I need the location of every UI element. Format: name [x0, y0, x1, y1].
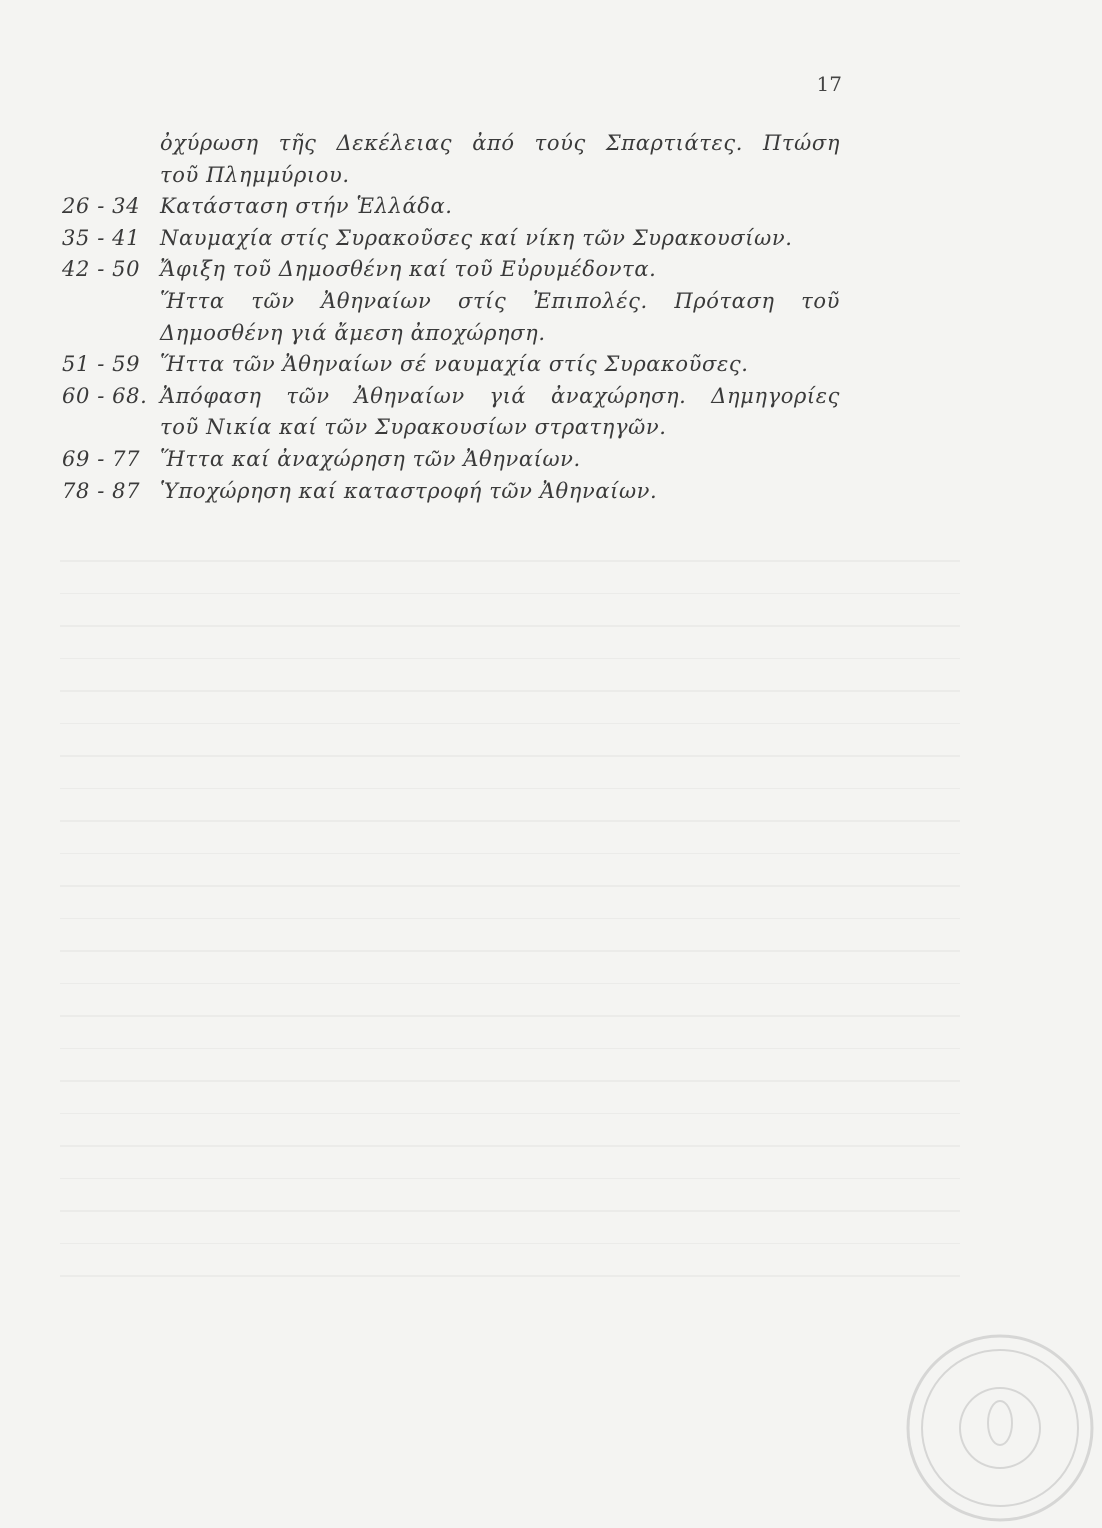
toc-line	[62, 128, 862, 160]
toc-line	[62, 160, 862, 192]
reverse-side-bleed-through	[60, 560, 960, 1320]
library-stamp-icon	[900, 1328, 1100, 1528]
toc-text: Κατάσταση στήν Ἑλλάδα.	[160, 194, 453, 219]
toc-text: Ἄφιξη τοῦ Δημοσθένη καί τοῦ Εὐρυμέδοντα.	[160, 257, 657, 282]
toc-range: 35 - 41	[62, 225, 141, 250]
toc-text: Ὑποχώρηση καί καταστροφή τῶν Ἀθηναίων.	[160, 478, 658, 503]
toc-range: 42 - 50	[62, 257, 141, 282]
toc-line	[62, 254, 862, 286]
toc-text: Ἥττα τῶν Ἀθηναίων στίς Ἐπιπολές. Πρόταση τοῦ	[160, 288, 840, 313]
toc-line	[62, 476, 862, 508]
toc-line	[62, 444, 862, 476]
toc-text: Δημοσθένη γιά ἄμεση ἀποχώρηση.	[160, 320, 546, 345]
toc-line	[62, 223, 862, 255]
toc-text: Ἥττα τῶν Ἀθηναίων σέ ναυμαχία στίς Συρακοῦσες.	[160, 352, 749, 377]
toc-line	[62, 191, 862, 223]
toc-text: Ἥττα καί ἀναχώρηση τῶν Ἀθηναίων.	[160, 446, 581, 471]
page-number: 17	[816, 72, 842, 96]
toc-line	[62, 318, 862, 350]
toc-text: τοῦ Πλημμύριου.	[160, 162, 350, 187]
toc-range: 51 - 59	[62, 352, 141, 377]
toc-line	[62, 381, 862, 413]
toc-text: Ἀπόφαση τῶν Ἀθηναίων γιά ἀναχώρηση. Δημηγορίες	[160, 383, 840, 408]
toc-range: 69 - 77	[62, 446, 141, 471]
toc-line	[62, 349, 862, 381]
table-of-contents	[62, 128, 862, 507]
toc-range: 78 - 87	[62, 478, 141, 503]
toc-text: ὀχύρωση τῆς Δεκέλειας ἀπό τούς Σπαρτιάτες. Πτώση	[160, 131, 840, 155]
toc-range: 26 - 34	[62, 194, 141, 219]
toc-range: 60 - 68.	[62, 383, 148, 408]
toc-line	[62, 412, 862, 444]
toc-text: Ναυμαχία στίς Συρακοῦσες καί νίκη τῶν Συρακουσίων.	[160, 225, 793, 250]
toc-text: τοῦ Νικία καί τῶν Συρακουσίων στρατηγῶν.	[160, 415, 667, 440]
toc-line	[62, 286, 862, 318]
